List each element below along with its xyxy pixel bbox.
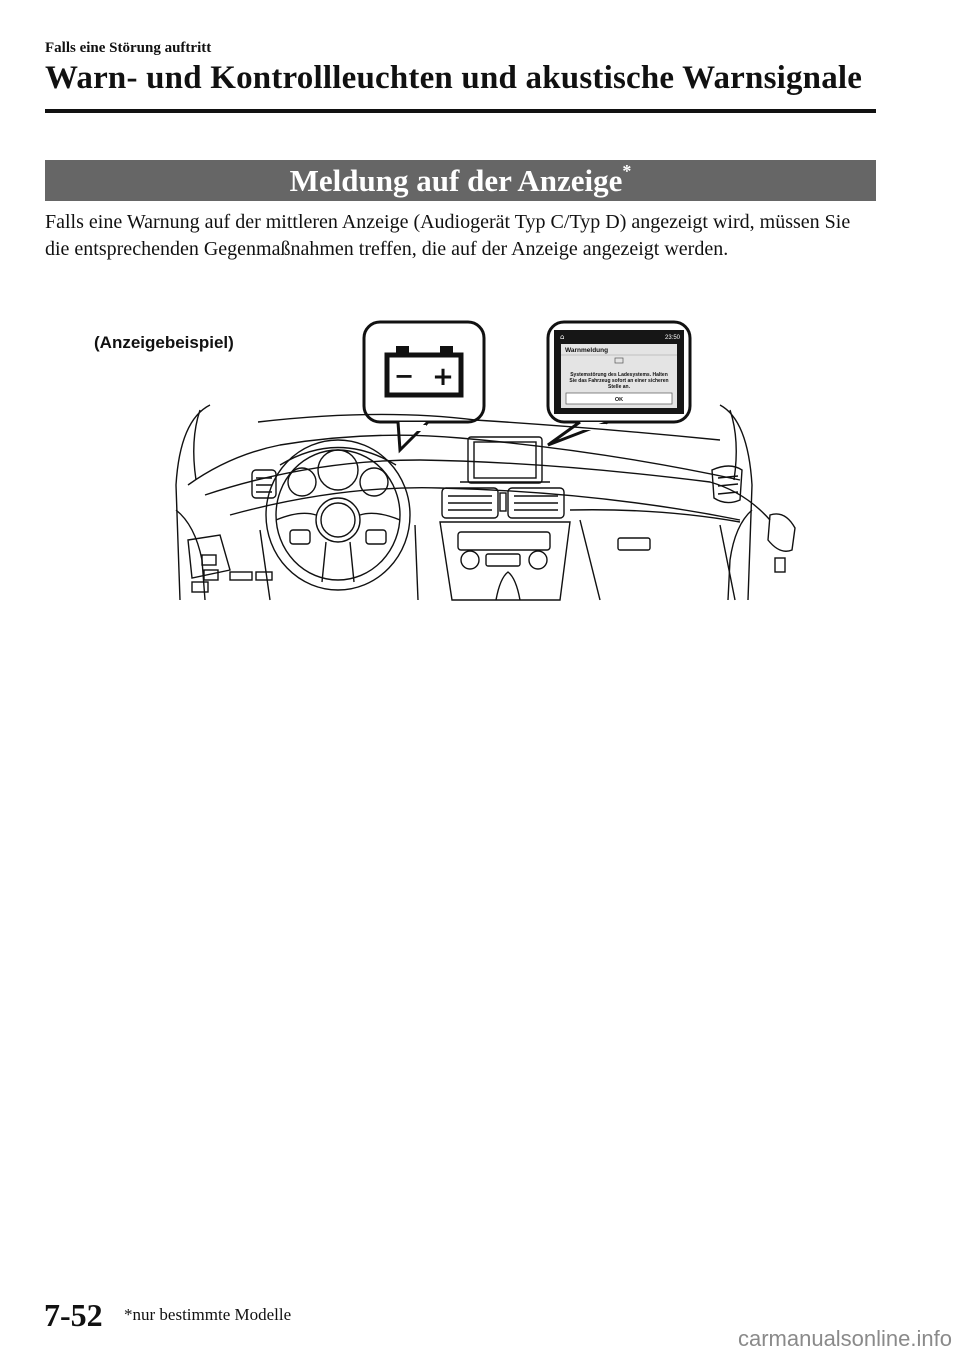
screen-home-icon: ⌂	[560, 333, 565, 341]
body-paragraph: Falls eine Warnung auf der mittleren Anzeige (Audiogerät Typ C/Typ D) angezeigt wird, müssen Sie die entsprechenden Gegenmaßnahmen treffen, die auf der Anzeige angezeigt werden.	[45, 211, 851, 260]
screen-title: Warnmeldung	[565, 347, 609, 354]
section-heading	[45, 160, 876, 201]
dashboard-drawing	[176, 405, 795, 600]
battery-plus-label: +	[432, 362, 454, 392]
section-heading-text: Meldung auf der Anzeige	[289, 163, 623, 198]
heading-footnote-mark: *	[622, 161, 632, 181]
screen-message-line-3: Stelle an.	[608, 384, 630, 390]
footnote: *nur bestimmte Modelle	[124, 1305, 292, 1324]
section-label: Falls eine Störung auftritt	[45, 40, 212, 56]
page-number: 7-52	[44, 1297, 103, 1333]
dashboard-illustration	[80, 310, 850, 610]
chapter-title: Warn- und Kontrollleuchten und akustische Warnsignale	[45, 60, 863, 96]
illustration-caption: (Anzeigebeispiel)	[94, 333, 234, 352]
watermark: carmanualsonline.info	[737, 1326, 952, 1351]
screen-clock: 23:50	[664, 335, 680, 341]
battery-warning-bubble	[364, 322, 484, 450]
screen-message-line-1: Systemstörung des Ladesystems. Halten	[570, 372, 668, 378]
battery-icon	[387, 346, 461, 395]
battery-minus-label: −	[393, 362, 415, 390]
display-screen	[554, 330, 684, 414]
screen-ok-label: OK	[614, 397, 624, 403]
screen-message-line-2: Sie das Fahrzeug sofort an einer sicheren	[569, 378, 669, 384]
header-rule	[45, 109, 876, 113]
